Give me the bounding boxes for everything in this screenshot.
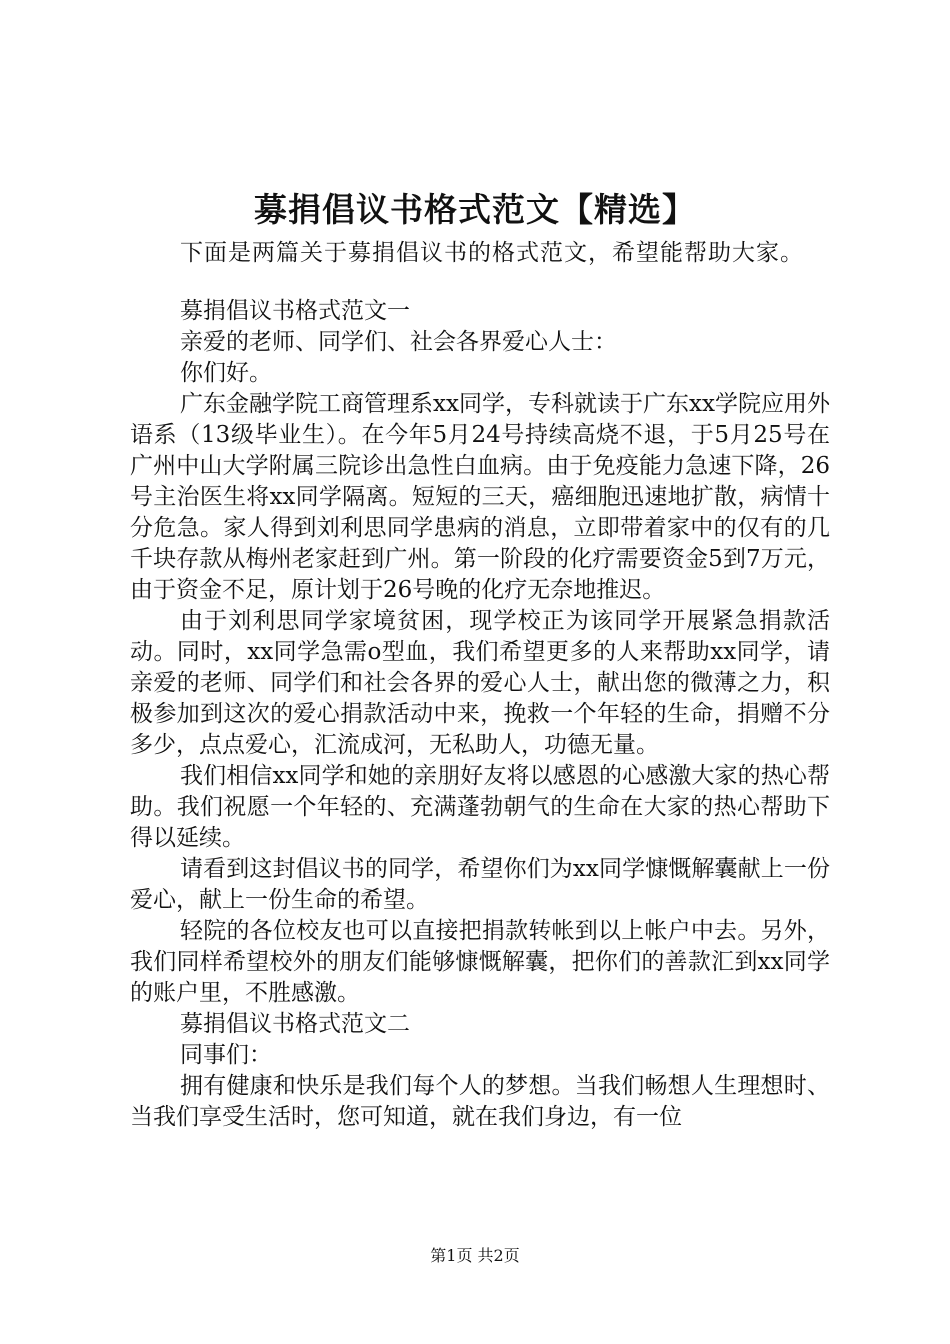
page-title: 募捐倡议书格式范文【精选】: [254, 190, 696, 229]
section-heading-1: 募捐倡议书格式范文一: [180, 298, 410, 324]
paragraph: 拥有健康和快乐是我们每个人的梦想。当我们畅想人生理想时、当我们享受生活时，您可知道，就在我们身边，有一位: [130, 1073, 830, 1130]
paragraph: 由于刘利思同学家境贫困，现学校正为该同学开展紧急捐款活动。同时，xx同学急需o型血，我们希望更多的人来帮助xx同学，请亲爱的老师、同学们和社会各界的爱心人士，献出您的微薄之力，积极参加到这次的爱心捐款活动中来，挽救一个年轻的生命，捐赠不分多少，点点爱心，汇流成河，无私助人，功德无量。: [130, 608, 830, 758]
greeting-1: 你们好。: [180, 360, 272, 386]
salutation-2: 同事们：: [180, 1042, 272, 1068]
paragraph: 我们相信xx同学和她的亲朋好友将以感恩的心感激大家的热心帮助。我们祝愿一个年轻的、充满蓬勃朝气的生命在大家的热心帮助下得以延续。: [130, 763, 830, 851]
paragraph: 轻院的各位校友也可以直接把捐款转帐到以上帐户中去。另外，我们同样希望校外的朋友们能够慷慨解囊，把你们的善款汇到xx同学的账户里，不胜感激。: [130, 918, 830, 1006]
salutation-1: 亲爱的老师、同学们、社会各界爱心人士：: [180, 329, 617, 355]
section-heading-2: 募捐倡议书格式范文二: [180, 1011, 410, 1037]
paragraph: 请看到这封倡议书的同学，希望你们为xx同学慷慨解囊献上一份爱心，献上一份生命的希望。: [130, 856, 830, 913]
intro-paragraph: 下面是两篇关于募捐倡议书的格式范文，希望能帮助大家。: [180, 240, 804, 266]
document-body: [130, 296, 830, 1133]
paragraph: 广东金融学院工商管理系xx同学，专科就读于广东xx学院应用外语系（13级毕业生）。在今年5月24号持续高烧不退，于5月25号在广州中山大学附属三院诊出急性白血病。由于免疫能力急速下降，26号主治医生将xx同学隔离。短短的三天，癌细胞迅速地扩散，病情十分危急。家人得到刘利思同学患病的消息，立即带着家中的仅有的几千块存款从梅州老家赶到广州。第一阶段的化疗需要资金5到7万元，由于资金不足，原计划于26号晚的化疗无奈地推迟。: [130, 391, 830, 603]
page-footer: 第1页 共2页: [430, 1246, 520, 1265]
